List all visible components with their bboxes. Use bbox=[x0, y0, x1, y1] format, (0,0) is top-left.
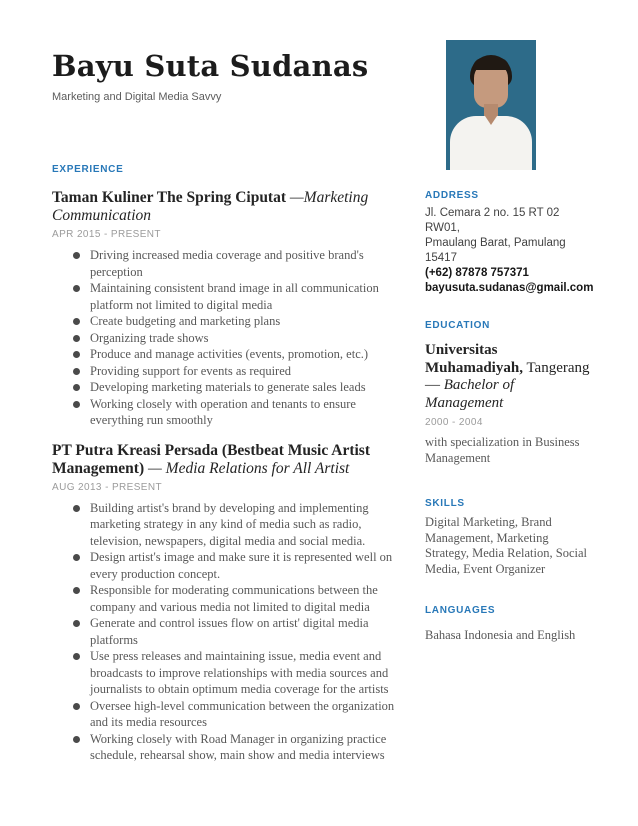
experience-entry-1 bbox=[52, 189, 410, 429]
main-column bbox=[52, 48, 410, 764]
phone-number: (+62) 87878 757371 bbox=[425, 267, 529, 279]
list-item: Use press releases and maintaining issue, media event and broadcasts to improve relationships with media sources and journalists to obtain optimum media coverage for the artists bbox=[52, 648, 410, 698]
education-note: with specialization in Business Management bbox=[425, 435, 580, 465]
job-bullets-1 bbox=[52, 247, 410, 429]
job-title-1-company: Taman Kuliner The Spring Ciputat bbox=[52, 189, 290, 206]
list-item: Providing support for events as required bbox=[52, 363, 410, 380]
tagline: Marketing and Digital Media Savvy bbox=[52, 91, 222, 103]
skills-list: Digital Marketing, Brand Management, Marketing Strategy, Media Relation, Social Media, Event Organizer bbox=[425, 515, 587, 576]
list-item: Generate and control issues flow on artist' digital media platforms bbox=[52, 615, 410, 648]
job-title-2 bbox=[52, 442, 410, 478]
experience-entry-2 bbox=[52, 442, 410, 764]
skills-heading: SKILLS bbox=[425, 498, 465, 509]
experience-heading: EXPERIENCE bbox=[52, 164, 124, 175]
job-dates-1: APR 2015 - PRESENT bbox=[52, 229, 161, 240]
list-item: Developing marketing materials to generate sales leads bbox=[52, 379, 410, 396]
languages-list: Bahasa Indonesia and English bbox=[425, 628, 576, 642]
address-line: 15417 bbox=[425, 252, 457, 264]
education-location: Tangerang— bbox=[425, 359, 590, 393]
profile-photo bbox=[446, 40, 536, 170]
address-heading: ADDRESS bbox=[425, 190, 479, 201]
job-bullets-2 bbox=[52, 500, 410, 764]
list-item: Working closely with operation and tenants to ensure everything run smoothly bbox=[52, 396, 410, 429]
list-item: Maintaining consistent brand image in all communication platform not limited to digital media bbox=[52, 280, 410, 313]
address-line: Jl. Cemara 2 no. 15 RT 02 RW01, bbox=[425, 207, 560, 234]
education-entry bbox=[425, 342, 590, 412]
address-line: Pmaulang Barat, Pamulang bbox=[425, 237, 566, 249]
sidebar-column bbox=[425, 40, 594, 644]
job-title-2-role: — Media Relations for All Artist bbox=[148, 459, 350, 477]
job-title-1 bbox=[52, 189, 410, 225]
photo-fringe-shape bbox=[473, 58, 509, 70]
job-title-2-company: PT Putra Kreasi Persada (Bestbeat Music Artist Management) bbox=[52, 441, 370, 477]
education-dates: 2000 - 2004 bbox=[425, 417, 483, 428]
list-item: Produce and manage activities (events, promotion, etc.) bbox=[52, 346, 410, 363]
list-item: Building artist's brand by developing and implementing marketing strategy in any kind of media such as radio, television, newspapers, digital media and social media. bbox=[52, 500, 410, 550]
address-block bbox=[425, 206, 594, 296]
list-item: Responsible for moderating communications between the company and various media not limited to digital media bbox=[52, 582, 410, 615]
education-school: Universitas Muhamadiyah, bbox=[425, 342, 523, 376]
education-degree: Bachelor of Management bbox=[425, 377, 515, 411]
list-item: Organizing trade shows bbox=[52, 330, 410, 347]
job-dates-2: AUG 2013 - PRESENT bbox=[52, 481, 163, 493]
job-title-1-role: —Marketing Communication bbox=[52, 189, 369, 224]
page-title: Bayu Suta Sudanas bbox=[52, 49, 369, 83]
list-item: Oversee high-level communication between the organization and its media resources bbox=[52, 698, 410, 731]
list-item: Driving increased media coverage and positive brand's perception bbox=[52, 247, 410, 280]
email-address: bayusuta.sudanas@gmail.com bbox=[425, 282, 594, 294]
list-item: Design artist's image and make sure it is represented well on every production concept. bbox=[52, 549, 410, 582]
list-item: Working closely with Road Manager in organizing practice schedule, rehearsal show, main show and media interviews bbox=[52, 731, 410, 764]
education-heading: EDUCATION bbox=[425, 320, 491, 331]
list-item: Create budgeting and marketing plans bbox=[52, 313, 410, 330]
languages-heading: LANGUAGES bbox=[425, 605, 496, 616]
